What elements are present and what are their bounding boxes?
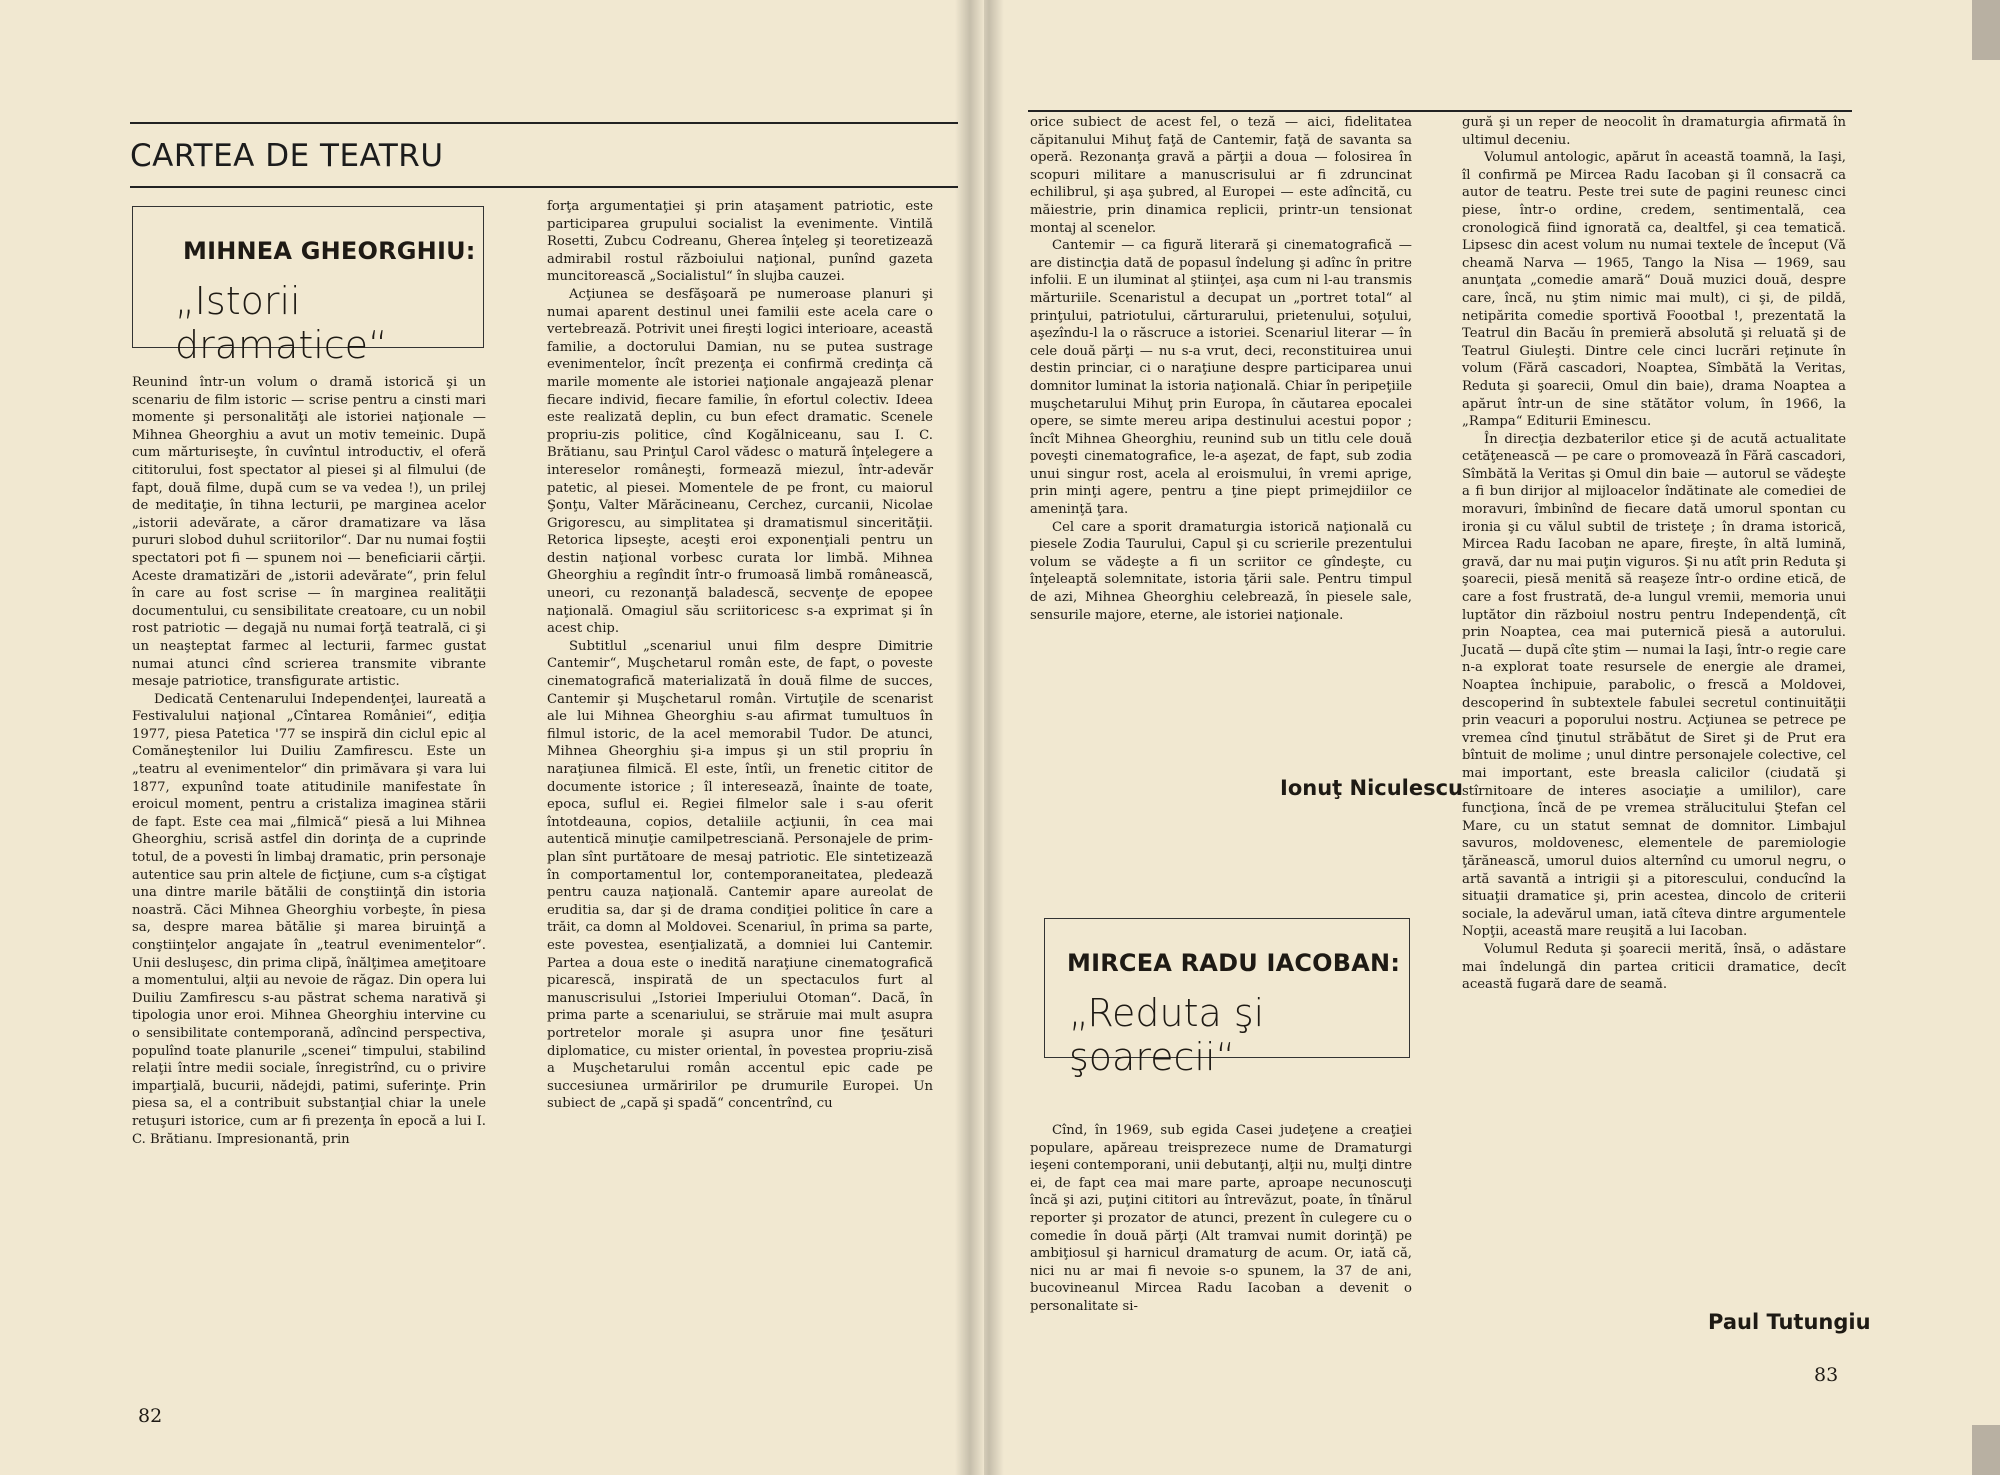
review-book-title: „Istorii dramatice“ [175,279,388,367]
paragraph: Reunind într-un volum o dramă istorică şi un scenariu de film istoric — scrise pentru a cinsti mari momente şi personalităţi ale istoriei naţionale — Mihnea Gheorghiu a avut un motiv temeinic. După cum mărturiseşte, în cuvîntul introductiv, el oferă cititorului, fost spectator al piesei şi al filmului (de fapt, două filme, după cum se va vedea !), un prilej de meditaţie, în tihna lecturii, pe marginea acelor „istorii adevărate, a căror dramatizare va lăsa pururi slobod duhul scriitorilor“. Dar nu numai foştii spectatori pot fi — spunem noi — beneficiarii cărţii. Aceste dramatizări de „istorii adevărate“, prin felul în care au fost scrise — în marginea realităţii documentului, cu sensibilitate creatoare, cu un nobil rost patriotic — degajă nu numai forţă teatrală, ci şi un neaşteptat farmec al lecturii, farmec gustat numai atunci cînd scrierea transmite vibrante mesaje patriotice, transfigurate artistic. [132,375,486,690]
paragraph: Cînd, în 1969, sub egida Casei judeţene a creaţiei populare, apăreau treisprezece nume de Dramaturgi ieşeni contemporani, unii debutanţi, alţii nu, mulţi dintre ei, de fapt cea mai mare parte, aproape necunoscuţi încă şi azi, puţini cititori au întrevăzut, poate, în tînărul reporter şi prozator de atunci, prezent în culegere cu o comedie în două părţi (Alt tramvai numit dorinţă) pe ambiţiosul şi harnicul dramaturg de acum. Or, iată că, nici nu ar mai fi nevoie s-o spunem, la 37 de ani, bucovineanul Mircea Radu Iacoban a devenit o personalitate si- [1030,1123,1412,1314]
review-author: MIRCEA RADU IACOBAN: [1067,949,1401,977]
review-author: MIHNEA GHEORGHIU: [183,237,476,265]
paragraph: Volumul antologic, apărut în această toamnă, la Iaşi, îl confirmă pe Mircea Radu Iacoban şi îl consacră ca autor de teatru. Peste trei sute de pagini reunesc cinci piese, într-o ordine, credem, sentimentală, cea cronologică fiind ignorată ca, dealtfel, şi cea tematică. Lipsesc din acest volum nu numai textele de început (Vă cheamă Narva — 1965, Tango la Nisa — 1969, sau anunţata „comedie amară“ Două muzici două, despre care, încă, nu ştim nimic mai mult), ci şi, de pildă, netipărita comedie sportivă Foootbal !, prezentată la Teatrul din Bacău în premieră absolută şi reluată şi de Teatrul Giuleşti. Dintre cele cinci lucrări reţinute în volum (Fără cascadori, Noaptea, Sîmbătă la Veritas, Reduta şi şoarecii, Omul din baie), drama Noaptea a apărut într-un de sine stătător volum, în 1966, la „Rampa“ Editurii Eminescu. [1462,150,1846,430]
right-column-2 [1462,114,1846,1286]
right-column-1-continued [1030,1122,1412,1352]
page-gutter-shadow [955,0,984,1475]
page-edge-tab [1972,0,2000,60]
review-title-box [1044,918,1410,1079]
review-signature: Ionuţ Niculescu [1280,776,1464,800]
page-number: 83 [1814,1364,1839,1386]
paragraph: forţa argumentaţiei şi prin ataşament patriotic, este participarea grupului socialist la evenimente. Vintilă Rosetti, Zubcu Codreanu, Gherea înţeleg şi teoretizează admirabil rostul războiului naţional, punînd gazeta muncitorească „Socialistul“ în slujba cauzei. [547,199,933,285]
review-book-title: „Reduta şi şoarecii“ [1069,991,1265,1079]
page-number: 82 [138,1405,163,1427]
review-title-box [132,206,484,367]
left-page [0,0,984,1475]
paragraph: orice subiect de acest fel, o teză — aici, fidelitatea căpitanului Mihuţ faţă de Cantemir, faţă de savanta sa operă. Rezonanţa gravă a părţii a doua — folosirea în scopuri militare a manuscrisului ar fi zdruncinat echilibrul, şi aşa şubred, al Europei — este adîncită, cu măiestrie, prin dinamica replicii, printr-un tensionat montaj al scenelor. [1030,115,1412,236]
right-column-1 [1030,114,1412,774]
paragraph: Subtitlul „scenariul unui film despre Dimitrie Cantemir“, Muşchetarul român este, de fapt, o poveste cinematografică materializată în două filme de succes, Cantemir şi Muşchetarul român. Virtuţile de scenarist ale lui Mihnea Gheorghiu s-au afirmat tumultuos în filmul istoric, de la acel memorabil Tudor. De atunci, Mihnea Gheorghiu şi-a impus şi un stil propriu în naraţiunea filmică. El este, întîi, un frenetic cititor de documente istorice ; îl interesează, înainte de toate, epoca, suflul ei. Regiei filmelor sale i s-au oferit întotdeauna, copios, detaliile acţiunii, în cea mai autentică minuţie camilpetresciană. Personajele de prim-plan sînt purtătoare de mesaj patriotic. Ele sintetizează în comportamentul lor, contemporaneitatea, pledează pentru cauza naţională. Cantemir apare aureolat de eruditia sa, dar şi de drama condiţiei politice în care a trăit, ca domn al Moldovei. Scenariul, în prima sa parte, este povestea, esenţializată, a domniei lui Cantemir. Partea a doua este o inedită naraţiune cinematografică picarescă, inspirată de un spectaculos furt al manuscrisului „Istoriei Imperiului Otoman“. Dacă, în prima parte a scenariului, se străruie mai mult asupra portretelor morale şi asupra unor fine ţesături diplomatice, cu mister oriental, în povestea propriu-zisă a Muşchetarului român accentul epic cade pe succesiunea urmăririlor pe drumurile Europei. Un subiect de „capă şi spadă“ concentrînd, cu [547,638,933,1112]
top-rule [1028,110,1852,112]
paragraph: Acţiunea se desfăşoară pe numeroase planuri şi numai aparent destinul unei familii este acela care o vertebrează. Potrivit unei fireşti logici interioare, această familie, a doctorului Damian, nu se putea sustrage evenimentelor, încît prezenţa ei confirmă credinţa că marile momente ale istoriei naţionale angajează plenar fiecare individ, fiecare familie, în efortul colectiv. Ideea este realizată deplin, cu bun efect dramatic. Scenele propriu-zis politice, cînd Kogălniceanu, sau I. C. Brătianu, sau Prinţul Carol vădesc o matură înţelegere a intereselor româneşti, formează miezul, într-adevăr patetic, al piesei. Momentele de pe front, cu maiorul Şonţu, Valter Mărăcineanu, Cerchez, curcanii, Nicolae Grigorescu, au simplitatea şi dramatismul sincerităţii. Retorica lipseşte, aceşti eroi exponenţiali pentru un destin naţional vorbesc curata lor limbă. Mihnea Gheorghiu a regîndit într-o frumoasă limbă românească, uneori, cu rezonanţă baladescă, secvenţe de epopee naţională. Omagiul său scriitoricesc s-a exprimat şi în acest chip. [547,286,933,637]
page-edge-tab [1972,1425,2000,1475]
page-gutter-shadow [984,0,1004,1475]
paragraph: În direcţia dezbaterilor etice şi de acută actualitate cetăţenească — pe care o promovează în Fără cascadori, Sîmbătă la Veritas şi Omul din baie — autorul se vădeşte a fi bun dirijor al mijloacelor îndătinate ale comediei de moravuri, îmbinînd de fiecare dată umorul spontan cu ironia şi cu vălul subtil de tristeţe ; în drama istorică, Mircea Radu Iacoban ne apare, fireşte, în altă lumină, gravă, dar nu mai puţin viguros. Şi nu atît prin Reduta şi şoarecii, piesă menită să reaşeze într-o ordine etică, de care a fost frustrată, de-a lungul vremii, memoria unui luptător din războiul nostru pentru Independenţă, cît prin Noaptea, cea mai puternică piesă a autorului. Jucată — după cîte ştim — numai la Iaşi, într-o regie care n-a explorat toate resursele de energie ale dramei, Noaptea închipuie, parabolic, o frescă a Moldovei, descoperind în subtextele fabulei secretul continuităţii prin veacuri a poporului nostru. Acţiunea se petrece pe vremea cînd ţinutul străbătut de Siret şi de Prut era bîntuit de molime ; unul dintre personajele colective, cel mai important, este breasla calicilor (ciudată şi stîrnitoare de interes asociaţie a umililor), care funcţiona, încă de pe vremea strălucitului Ştefan cel Mare, cu un statut semnat de domnitor. Limbajul savuros, moldovenesc, elementele de paremiologie ţărănească, umorul duios alternînd cu umorul negru, o artă savantă a intrigii şi a pitorescului, conducînd la situaţii dramatice şi, prin acestea, dincolo de criterii sociale, la adevărul uman, iată cîteva dintre argumentele Nopţii, această mare reuşită a lui Iacoban. [1462,431,1846,940]
left-column-2 [547,198,933,1354]
paragraph: Volumul Reduta şi şoarecii merită, însă, o adăstare mai îndelungă din partea criticii dramatice, decît această fugară dare de seamă. [1462,941,1846,993]
paragraph: gură şi un reper de neocolit în dramaturgia afirmată în ultimul deceniu. [1462,115,1846,148]
review-signature: Paul Tutungiu [1708,1310,1871,1334]
section-title: CARTEA DE TEATRU [130,138,444,174]
paragraph: Cantemir — ca figură literară şi cinematografică — are distincţia dată de popasul îndelung şi adînc în pritre infolii. E un iluminat al ştiinţei, aşa cum ni l-au transmis mărturiile. Scenaristul a decupat un „portret total“ al prinţului, patriotului, cărturarului, prietenului, soţului, aşezîndu-l la o răscruce a istoriei. Scenariul literar — în cele două părţi — nu s-a vrut, deci, reconstituirea unui destin princiar, ci o naraţiune despre participarea unui domnitor luminat la istoria naţională. Chiar în peripeţiile muşchetarului Mihuţ prin Europa, în căutarea epocalei opere, se simte mereu aripa destinului acestui popor ; încît Mihnea Gheorghiu, reunind sub un titlu cele două poveşti cinematografice, le-a aşezat, de fapt, sub zodia unui singur rost, acela al eroismului, în vremi aprige, prin minţi agere, pentru a ţine piept primejdiilor ce ameninţă ţara. [1030,238,1412,518]
paragraph: Dedicată Centenarului Independenţei, laureată a Festivalului naţional „Cîntarea României“, ediţia 1977, piesa Patetica '77 se inspiră din ciclul epic al Comăneştenilor lui Duiliu Zamfirescu. Este un „teatru al evenimentelor“ din primăvara şi vara lui 1877, expunînd toate atitudinile manifestate în eroicul moment, pentru a cristaliza imaginea stării de fapt. Este cea mai „filmică“ piesă a lui Mihnea Gheorghiu, scrisă astfel din dorinţa de a cuprinde totul, de a povesti în limbaj dramatic, prin personaje autentice sau prin altele de ficţiune, cum s-a cîştigat una dintre marile bătălii de conştiinţă din istoria noastră. Căci Mihnea Gheorghiu vorbeşte, în piesa sa, despre marea bătălie şi marea biruinţă a conştiinţelor angajate în „teatrul evenimentelor“. Unii desluşesc, din prima clipă, înălţimea ameţitoare a momentului, alţii au nevoie de răgaz. Din opera lui Duiliu Zamfirescu s-au păstrat schema narativă şi tipologia unor eroi. Mihnea Gheorghiu intervine cu o sensibilitate contemporană, adîncind perspectiva, populînd toate planurile „scenei“ timpului, stabilind relaţii între medii sociale, înregistrînd, cu o privire imparţială, bucurii, nădejdi, patimi, suferinţe. Prin piesa sa, el a contribuit substanţial chiar la unele retuşuri istorice, cum ar fi prezenţa în epocă a lui I. C. Brătianu. Impresionantă, prin [132,691,487,1147]
top-rule [130,122,958,124]
paragraph: Cel care a sporit dramaturgia istorică naţională cu piesele Zodia Taurului, Capul şi cu scrierile prezentului volum se vădeşte a fi un scriitor ce gîndeşte, cu înţeleaptă solemnitate, istoria ţării sale. Pentru timpul de azi, Mihnea Gheorghiu celebrează, în piesele sale, sensurile majore, eterne, ale istoriei naţionale. [1030,519,1412,623]
section-title-rule [130,186,958,188]
right-page [984,0,2000,1475]
left-column-1 [132,374,486,1354]
